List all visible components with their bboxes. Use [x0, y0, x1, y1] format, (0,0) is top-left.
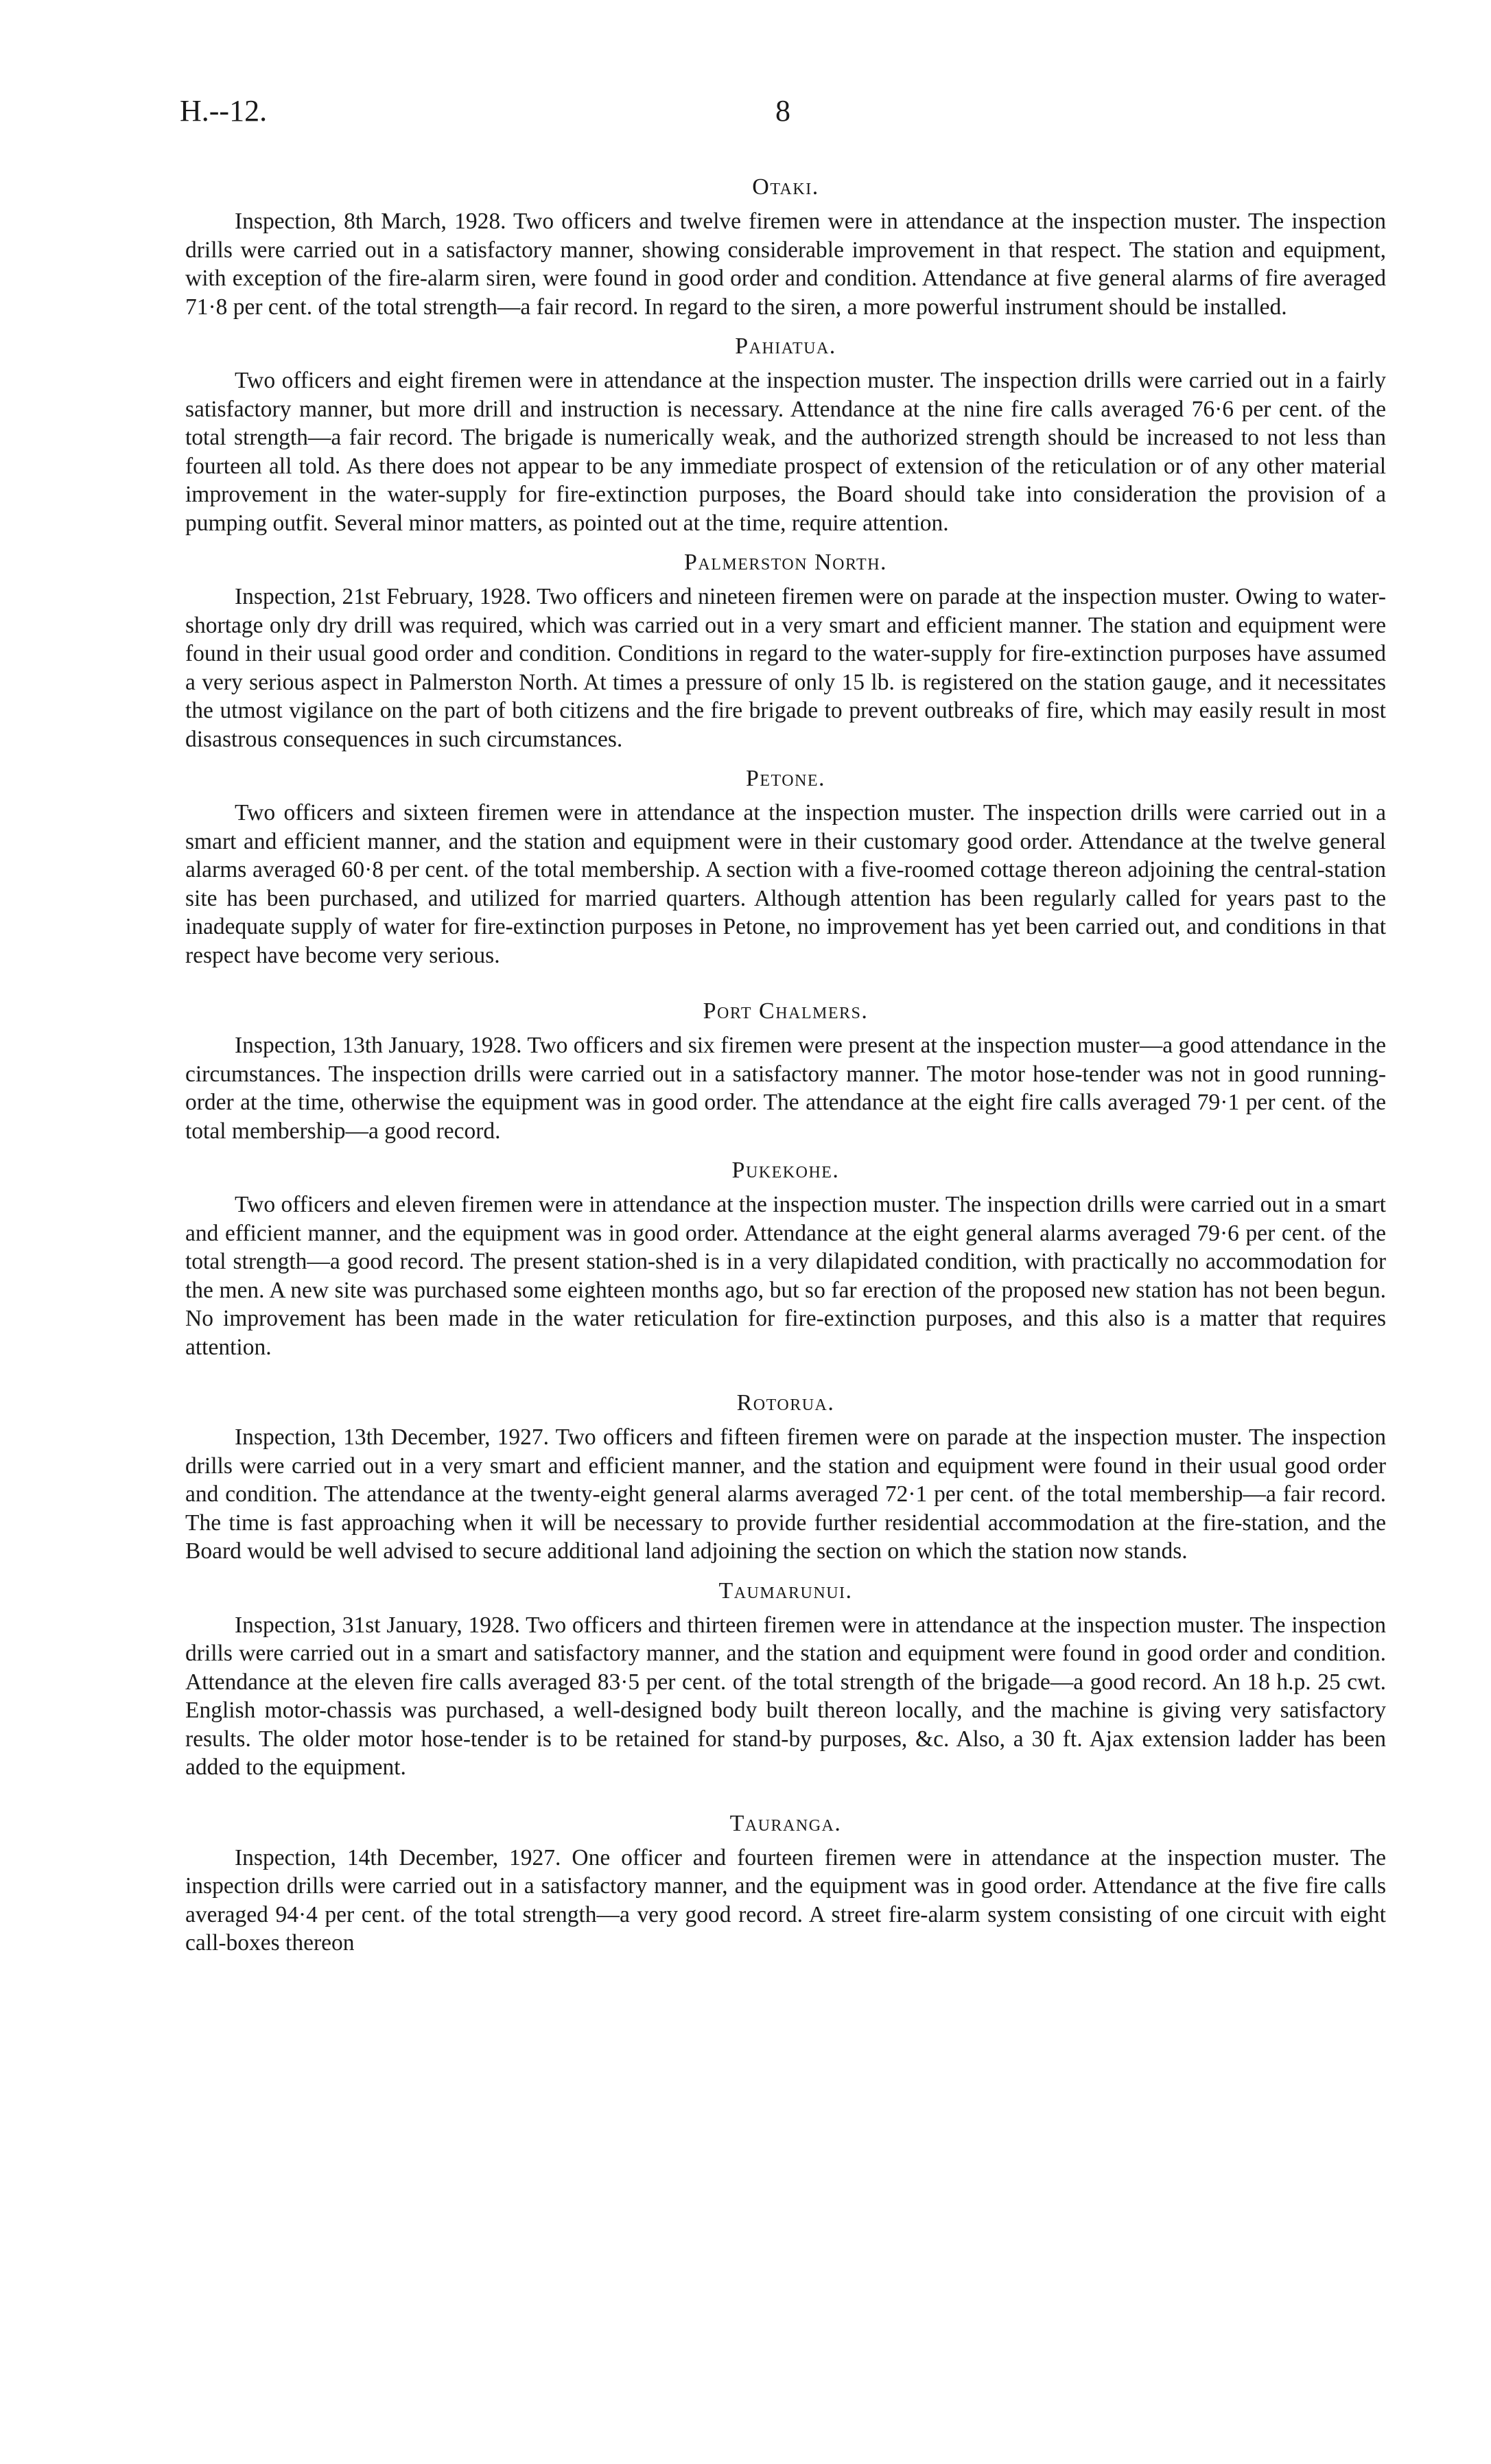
- section-pukekohe: [185, 1156, 1386, 1361]
- section-body: Inspection, 14th December, 1927. One officer and fourteen firemen were in attendance at the inspection muster. The inspection drills were carried out in a satisfactory manner, and the equipment was in good order. Attendance at the five fire calls averaged 94·4 per cent. of the total strength—a very good record. A street fire-alarm system consisting of one circuit with eight call-boxes thereon: [185, 1844, 1386, 1956]
- section-petone: [185, 764, 1386, 970]
- section-title: Taumarunui.: [718, 1577, 853, 1604]
- section-body: Inspection, 31st January, 1928. Two officers and thirteen firemen were in attendance at the inspection muster. The inspection drills were carried out in a smart and satisfactory manner, and the station and equipment were found in good order and condition. Attendance at the eleven fire calls averaged 83·5 per cent. of the total strength of the brigade—a good record. An 18 h.p. 25 cwt. English motor-chassis was purchased, a well-designed body built thereon locally, and the machine is giving very satisfactory results. The older motor hose-tender is to be retained for stand-by purposes, &c. Also, a 30 ft. Ajax extension ladder has been added to the equipment.: [185, 1612, 1386, 1780]
- section-tauranga: [185, 1809, 1386, 1958]
- section-body: Two officers and sixteen firemen were in attendance at the inspection muster. The inspection drills were carried out in a smart and efficient manner, and the station and equipment were in their customary good order. Attendance at the twelve general alarms averaged 60·8 per cent. of the total membership. A section with a five-roomed cottage thereon adjoining the central-station site has been purchased, and utilized for married quarters. Although attention has been regularly called for years past to the inadequate supply of water for fire-extinction purposes in Petone, no improvement has yet been carried out, and conditions in that respect have become very serious.: [185, 800, 1386, 968]
- section-title: Rotorua.: [736, 1390, 835, 1416]
- section-body: Inspection, 21st February, 1928. Two officers and nineteen firemen were on parade at the inspection muster. Owing to water-shortage only dry drill was required, which was carried out in a very smart and efficient manner. The station and equipment were found in their usual good order and condition. Conditions in regard to the water-supply for fire-extinction purposes have assumed a very serious aspect in Palmerston North. At times a pressure of only 15 lb. is registered on the station gauge, and it necessitates the utmost vigilance on the part of both citizens and the fire brigade to prevent outbreaks of fire, which may easily result in most disastrous consequences in such circumstances.: [185, 584, 1386, 752]
- page-number: 8: [775, 94, 790, 128]
- section-title: Otaki.: [752, 174, 819, 200]
- section-body: Inspection, 13th December, 1927. Two officers and fifteen firemen were on parade at the inspection muster. The inspection drills were carried out in a very smart and efficient manner, and the station and equipment were found in their usual good order and condition. The attendance at the twenty-eight general alarms averaged 72·1 per cent. of the total membership—a fair record. The time is fast approaching when it will be necessary to provide further residential accommodation at the fire-station, and the Board would be well advised to secure additional land adjoining the section on which the station now stands.: [185, 1424, 1386, 1564]
- section-title: Palmerston North.: [683, 550, 888, 575]
- section-title: Port Chalmers.: [703, 998, 869, 1024]
- report-content: [185, 173, 1386, 1969]
- section-body: Inspection, 13th January, 1928. Two officers and six firemen were present at the inspection muster—a good attendance in the circumstances. The inspection drills were carried out in a satisfactory manner. The motor hose-tender was not in good running-order at the time, otherwise the equipment was in good order. The attendance at the eight fire calls averaged 79·1 per cent. of the total membership—a good record.: [185, 1033, 1386, 1144]
- section-taumarunui: [185, 1577, 1386, 1782]
- section-body: Two officers and eleven firemen were in attendance at the inspection muster. The inspection drills were carried out in a smart and efficient manner, and the equipment was in good order. Attendance at the eight general alarms averaged 79·6 per cent. of the total strength—a good record. The present station-shed is in a very dilapidated condition, with practically no accommodation for the men. A new site was purchased some eighteen months ago, but so far erection of the proposed new station has not been begun. No improvement has been made in the water reticulation for fire-extinction purposes, and this also is a matter that requires attention.: [185, 1192, 1386, 1360]
- document-reference: H.--12.: [180, 94, 268, 128]
- section-rotorua: [185, 1389, 1386, 1566]
- section-port-chalmers: [185, 997, 1386, 1145]
- section-body: Inspection, 8th March, 1928. Two officers and twelve firemen were in attendance at the inspection muster. The inspection drills were carried out in a satisfactory manner, showing considerable improvement in that respect. The station and equipment, with exception of the fire-alarm siren, were found in good order and condition. Attendance at five general alarms of fire averaged 71·8 per cent. of the total strength—a fair record. In regard to the siren, a more powerful instrument should be installed.: [185, 209, 1386, 320]
- section-title: Petone.: [745, 766, 826, 791]
- section-otaki: [185, 173, 1386, 321]
- section-palmerston-north: [185, 548, 1386, 753]
- section-pahiatua: [185, 332, 1386, 537]
- section-body: Two officers and eight firemen were in attendance at the inspection muster. The inspection drills were carried out in a fairly satisfactory manner, but more drill and instruction is necessary. Attendance at the nine fire calls averaged 76·6 per cent. of the total strength—a fair record. The brigade is numerically weak, and the authorized strength should be increased to not less than fourteen all told. As there does not appear to be any immediate prospect of extension of the reticulation or of any other material improvement in the water-supply for fire-extinction purposes, the Board should take into consideration the provision of a pumping outfit. Several minor matters, as pointed out at the time, require attention.: [185, 368, 1386, 536]
- section-title: Pahiatua.: [735, 333, 836, 359]
- section-title: Tauranga.: [729, 1810, 842, 1836]
- section-title: Pukekohe.: [731, 1158, 840, 1183]
